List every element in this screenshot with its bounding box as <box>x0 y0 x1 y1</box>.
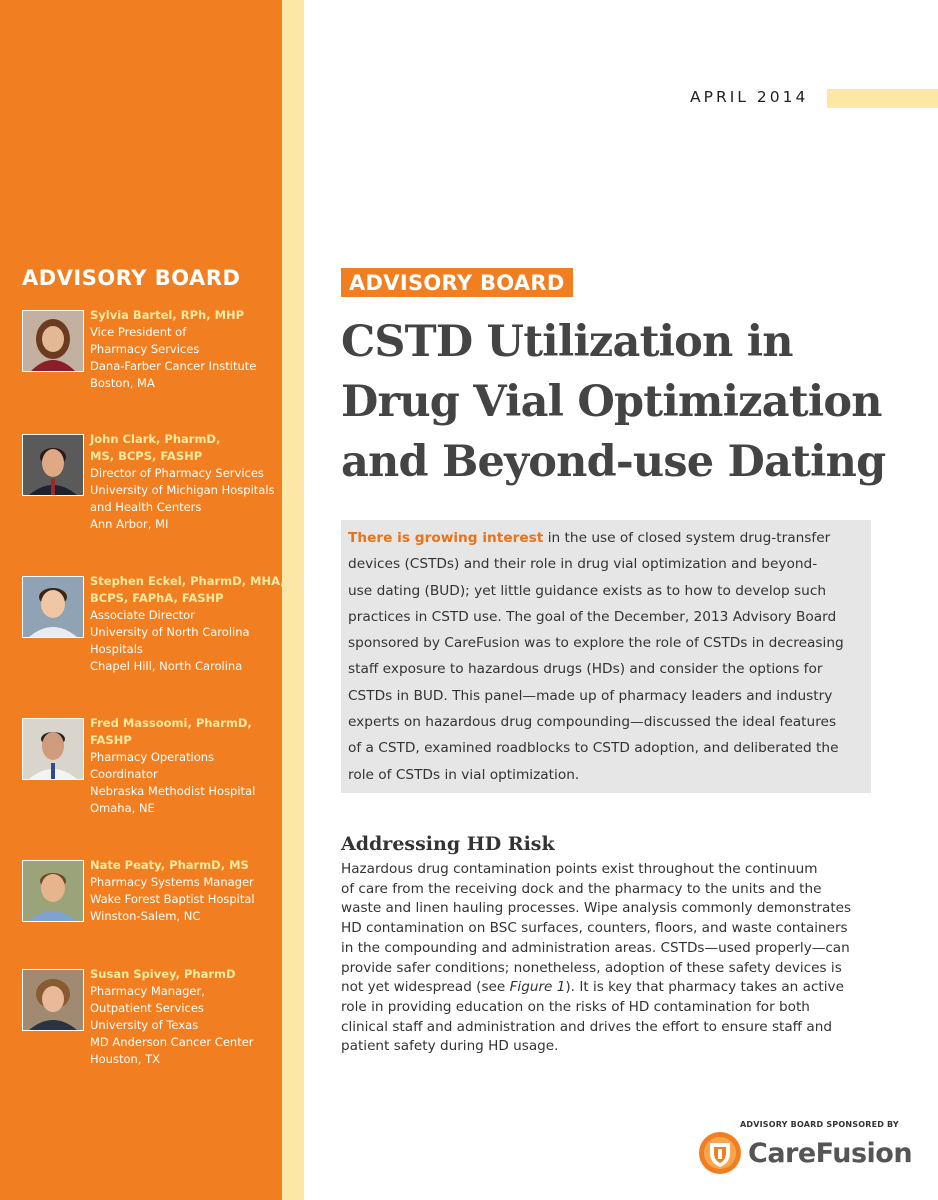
member-detail: Pharmacy Systems Manager <box>90 875 254 889</box>
member-detail: Nebraska Methodist Hospital <box>90 784 256 798</box>
portrait-image <box>23 970 83 1030</box>
member-detail: MD Anderson Cancer Center <box>90 1035 254 1049</box>
member-name: MS, BCPS, FASHP <box>90 449 203 463</box>
body-line: clinical staff and administration and drives the effort to ensure staff and <box>341 1018 832 1035</box>
member-detail: Wake Forest Baptist Hospital <box>90 892 255 906</box>
date-accent-bar <box>827 89 938 108</box>
intro-line: of a CSTD, examined roadblocks to CSTD adoption, and deliberated the <box>348 740 839 757</box>
portrait-image <box>23 861 83 921</box>
member-name: FASHP <box>90 733 132 747</box>
member-name: BCPS, FAPhA, FASHP <box>90 591 224 605</box>
portrait-image <box>23 719 83 779</box>
intro-lead: There is growing interest <box>348 530 544 546</box>
member-detail: University of Texas <box>90 1018 199 1032</box>
member-name: Sylvia Bartel, RPh, MHP <box>90 308 245 322</box>
figure-reference: Figure 1 <box>509 979 566 996</box>
member-photo <box>22 969 84 1031</box>
intro-line: experts on hazardous drug compounding—discussed the ideal features <box>348 714 837 731</box>
member-detail: Winston-Salem, NC <box>90 909 201 923</box>
member-detail: and Health Centers <box>90 500 202 514</box>
body-line: Hazardous drug contamination points exist throughout the continuum <box>341 861 818 877</box>
member-detail: University of North Carolina <box>90 625 250 639</box>
intro-line: practices in CSTD use. The goal of the December, 2013 Advisory Board <box>348 608 837 625</box>
member-name: John Clark, PharmD, <box>90 432 221 446</box>
intro-line: in the use of closed system drug-transfer <box>543 530 831 546</box>
intro-box <box>341 520 871 793</box>
member-detail: Dana-Farber Cancer Institute <box>90 359 257 373</box>
body-line: patient safety during HD usage. <box>341 1038 559 1055</box>
member-photo <box>22 310 84 372</box>
body-line: HD contamination on BSC surfaces, counters, floors, and waste containers <box>341 920 848 937</box>
title-line: CSTD Utilization in <box>341 317 793 367</box>
member-name: Fred Massoomi, PharmD, <box>90 716 252 730</box>
member-name: Stephen Eckel, PharmD, MHA, <box>90 574 285 588</box>
portrait-image <box>23 311 83 371</box>
member-name: Susan Spivey, PharmD <box>90 967 236 981</box>
intro-line: role of CSTDs in vial optimization. <box>348 766 580 783</box>
carefusion-logo <box>698 1131 912 1175</box>
member-detail: Pharmacy Operations <box>90 750 215 764</box>
intro-line: devices (CSTDs) and their role in drug vial optimization and beyond- <box>348 556 818 573</box>
member-detail: Outpatient Services <box>90 1001 204 1015</box>
member-detail: Pharmacy Services <box>90 342 200 356</box>
body-line: not yet widespread (see <box>341 979 510 996</box>
member-detail: Associate Director <box>90 608 195 622</box>
carefusion-shield-icon <box>698 1131 742 1175</box>
sponsor-label: ADVISORY BOARD SPONSORED BY <box>740 1120 899 1129</box>
body-paragraph <box>341 860 861 1057</box>
member-detail: Director of Pharmacy Services <box>90 466 264 480</box>
body-line: in the compounding and administration areas. CSTDs—used properly—can <box>341 939 850 956</box>
section-tag: ADVISORY BOARD <box>341 268 573 297</box>
member-detail: Pharmacy Manager, <box>90 984 205 998</box>
member-detail: Ann Arbor, MI <box>90 517 169 531</box>
member-detail: University of Michigan Hospitals <box>90 483 275 497</box>
member-detail: Vice President of <box>90 325 187 339</box>
member-detail: Hospitals <box>90 642 143 656</box>
intro-line: sponsored by CareFusion was to explore the role of CSTDs in decreasing <box>348 635 844 652</box>
member-detail: Boston, MA <box>90 376 155 390</box>
member-detail: Omaha, NE <box>90 801 155 815</box>
member-name: Nate Peaty, PharmD, MS <box>90 858 249 872</box>
title-line: and Beyond-use Dating <box>341 437 886 487</box>
member-photo <box>22 860 84 922</box>
intro-line: use dating (BUD); yet little guidance exists as to how to develop such <box>348 582 827 599</box>
body-line: role in providing education on the risks of HD contamination for both <box>341 998 810 1015</box>
intro-line: staff exposure to hazardous drugs (HDs) and consider the options for <box>348 661 823 678</box>
member-detail: Chapel Hill, North Carolina <box>90 659 243 673</box>
portrait-image <box>23 435 83 495</box>
member-detail: Coordinator <box>90 767 158 781</box>
intro-line: CSTDs in BUD. This panel—made up of pharmacy leaders and industry <box>348 687 833 704</box>
page-title <box>341 312 921 492</box>
section-heading: Addressing HD Risk <box>341 833 555 855</box>
body-line: waste and linen hauling processes. Wipe analysis commonly demonstrates <box>341 900 852 917</box>
brand-name: CareFusion <box>748 1137 913 1169</box>
member-photo <box>22 718 84 780</box>
body-line: of care from the receiving dock and the pharmacy to the units and the <box>341 880 822 897</box>
issue-date: APRIL 2014 <box>690 88 809 106</box>
sidebar-title: ADVISORY BOARD <box>22 266 241 290</box>
title-line: Drug Vial Optimization <box>341 377 882 427</box>
portrait-image <box>23 577 83 637</box>
body-line: ). It is key that pharmacy takes an active <box>565 979 844 996</box>
member-detail: Houston, TX <box>90 1052 161 1066</box>
member-photo <box>22 576 84 638</box>
member-photo <box>22 434 84 496</box>
body-line: provide safer conditions; nonetheless, adoption of these safety devices is <box>341 959 842 976</box>
